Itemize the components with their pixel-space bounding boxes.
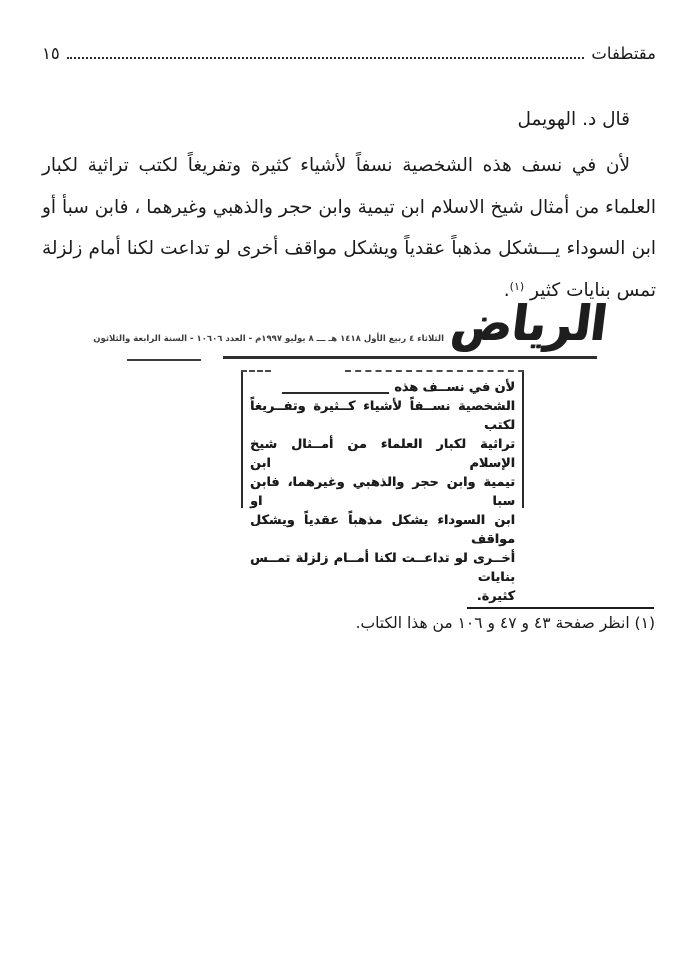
clipping-line [250, 378, 515, 397]
clipping-line: ابن السوداء يشكل مذهباً عقدياً ويشكل مواقف [250, 513, 515, 547]
dotted-leader [67, 56, 585, 59]
quote-attribution: قال د. الهويمل [517, 109, 630, 130]
lead-dash-rule [282, 391, 389, 394]
masthead-rule-short [127, 359, 201, 361]
newspaper-masthead-logo: الرياض [448, 294, 611, 352]
clipping-line-text: لأن في نســف هذه [394, 380, 515, 395]
clipping-text-column [241, 372, 524, 604]
page-number: ١٥ [42, 44, 60, 64]
clipping-line: تراثية لكبار العلماء من أمــثال شيخ الإسلام ابن [250, 437, 515, 471]
masthead-rule-long [223, 356, 597, 359]
paragraph-period: . [503, 279, 510, 301]
clipping-line: كثيرة. [476, 589, 515, 604]
clipping-line: أخــرى لو تداعــت لكنا أمــام زلزلة تمــس بنايات [250, 551, 515, 585]
footnote-text: (١) انظر صفحة ٤٣ و ٤٧ و ١٠٦ من هذا الكتاب. [355, 614, 655, 632]
running-head [42, 38, 656, 64]
newspaper-dateline: الثلاثاء ٤ ربيع الأول ١٤١٨ هـ ـــ ٨ يوليو ١٩٩٧م - العدد ١٠٦٠٦ - السنة الرابعة والثلاثون [93, 334, 444, 344]
paragraph-text: لأن في نسف هذه الشخصية نسفاً لأشياء كثيرة وتفريغاً لكتب تراثية لكبار العلماء من أمثال شيخ الاسلام ابن تيمية وابن حجر والذهبي وغيرهما ، فابن سبأ أو ابن السوداء يـــشكل مذهباً عقدياً ويشكل مواقف أخرى لو تداعت لكنا أمام زلزلة تمس بنايات كثير [42, 155, 656, 301]
body-paragraph [42, 145, 656, 311]
footnote-reference: (١) [509, 279, 525, 293]
running-head-title: مقتطفات [591, 44, 656, 64]
clipping-line: تيمية وابن حجر والذهبي وغيرهما، فابن سبا او [250, 475, 515, 509]
newspaper-clipping [93, 292, 666, 604]
clipping-line: الشخصية نســفاً لأشياء كــثيرة وتفــريغاً لكتب [250, 399, 515, 433]
footnote-separator-rule [467, 607, 654, 609]
